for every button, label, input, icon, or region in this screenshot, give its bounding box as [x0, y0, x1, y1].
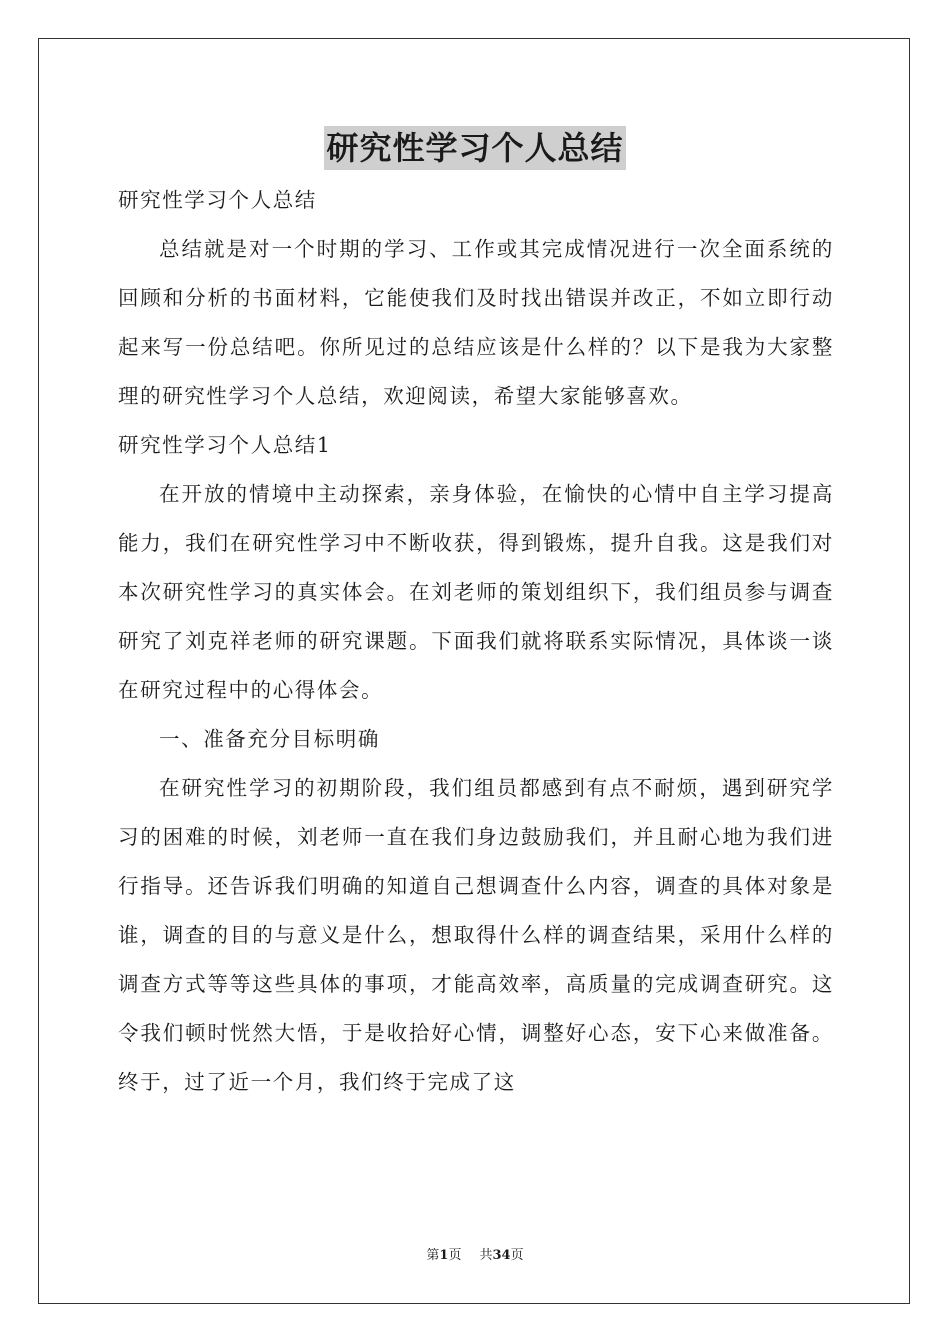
paragraph: 在开放的情境中主动探索，亲身体验，在愉快的心情中自主学习提高能力，我们在研究性学习中不断收获，得到锻炼，提升自我。这是我们对本次研究性学习的真实体会。在刘老师的策划组织下，我们组员参与调查研究了刘克祥老师的研究课题。下面我们就将联系实际情况，具体谈一谈在研究过程中的心得体会。 — [118, 482, 834, 702]
paragraph: 总结就是对一个时期的学习、工作或其完成情况进行一次全面系统的回顾和分析的书面材料，它能使我们及时找出错误并改正，不如立即行动起来写一份总结吧。你所见过的总结应该是什么样的？以下是我为大家整理的研究性学习个人总结，欢迎阅读，希望大家能够喜欢。 — [118, 237, 834, 408]
paragraph: 在研究性学习的初期阶段，我们组员都感到有点不耐烦，遇到研究学习的困难的时候，刘老师一直在我们身边鼓励我们，并且耐心地为我们进行指导。还告诉我们明确的知道自己想调查什么内容，调查的具体对象是谁，调查的目的与意义是什么，想取得什么样的调查结果，采用什么样的调查方式等等这些具体的事项，才能高效率，高质量的完成调查研究。这令我们顿时恍然大悟，于是收拾好心情，调整好心态，安下心来做准备。终于，过了近一个月，我们终于完成了这 — [118, 776, 834, 1094]
total-suffix: 页 — [510, 1248, 524, 1263]
page-number: 1 — [439, 1248, 449, 1263]
page-prefix: 第 — [426, 1248, 440, 1263]
document-body — [118, 176, 834, 1107]
title-container — [0, 126, 950, 170]
total-pages: 34 — [492, 1248, 511, 1263]
paragraph: 研究性学习个人总结1 — [118, 433, 332, 457]
page-suffix: 页 — [448, 1248, 462, 1263]
page-footer — [0, 1246, 950, 1266]
paragraph: 一、准备充分目标明确 — [159, 727, 380, 751]
document-title: 研究性学习个人总结 — [324, 126, 625, 170]
paragraph: 研究性学习个人总结 — [118, 188, 317, 212]
total-prefix: 共 — [479, 1248, 493, 1263]
